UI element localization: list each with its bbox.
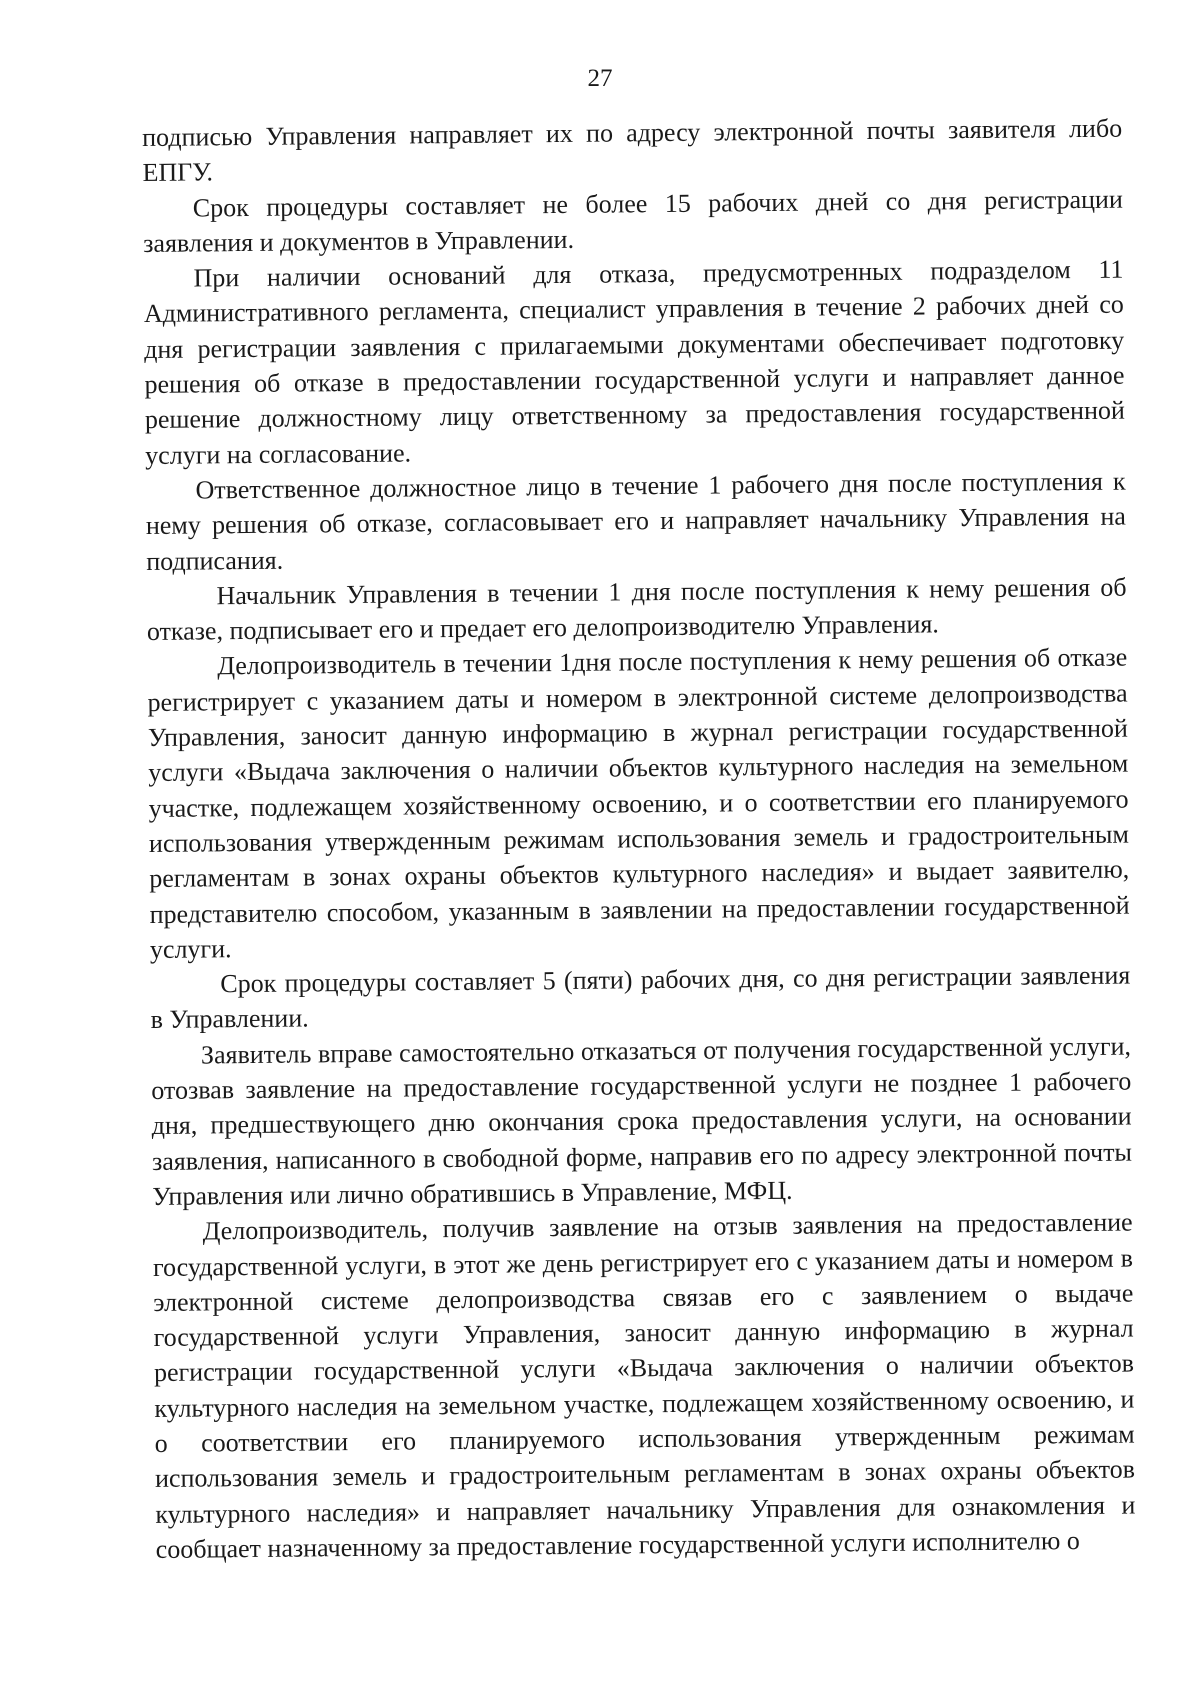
paragraph-continuation: подписью Управления направляет их по адресу электронной почты заявителя либо ЕПГУ. bbox=[142, 113, 1123, 188]
paragraph-procedure-term-5-days: Срок процедуры составляет 5 (пяти) рабочих дня, со дня регистрации заявления в Управлении. bbox=[150, 960, 1131, 1035]
paragraph-clerk-registration: Делопроизводитель в течении 1дня после поступления к нему решения об отказе регистрирует с указанием даты и номером в электронной системе делопроизводства Управления, заносит данную информацию в журнал регистрации государственной услуги «Выдача заключения о наличии объектов культурного наследия на земельном участке, подлежащем хозяйственному освоению, и о соответствии его планируемого использования утвержденным режимам использования земель и градостроительным регламентам в зонах охраны объектов культурного наследия» и выдает заявителю, представителю способом, указанным в заявлении на предоставлении государственной услуги. bbox=[147, 643, 1130, 964]
paragraph-refusal-grounds: При наличии оснований для отказа, предусмотренных подразделом 11 Административного регламента, специалист управления в течение 2 рабочих дней со дня регистрации заявления с прилагаемыми документами обеспечивает подготовку решения об отказе в предоставлении государственной услуги и направляет данное решение должностному лицу ответственному за предоставления государственной услуги на согласование. bbox=[143, 254, 1125, 470]
paragraph-applicant-withdrawal: Заявитель вправе самостоятельно отказаться от получения государственной услуги, отозвав заявление на предоставление государственной услуги не позднее 1 рабочего дня, предшествующего дню окончания срока предоставления услуги, на основании заявления, написанного в свободной форме, направив его по адресу электронной почты Управления или лично обратившись в Управление, МФЦ. bbox=[151, 1031, 1133, 1211]
document-body bbox=[142, 111, 1136, 1568]
paragraph-responsible-official: Ответственное должностное лицо в течение 1 рабочего дня после поступления к нему решения об отказе, согласовывает его и направляет начальнику Управления на подписания. bbox=[145, 466, 1126, 576]
paragraph-clerk-withdrawal: Делопроизводитель, получив заявление на отзыв заявления на предоставление государственной услуги, в этот же день регистрирует его с указанием даты и номером в электронной системе делопроизводства связав его с заявлением о выдаче государственной услуги Управления, заносит данную информацию в журнал регистрации государственной услуги «Выдача заключения о наличии объектов культурного наследия на земельном участке, подлежащем хозяйственному освоению, и о соответствии его планируемого использования утвержденным режимам использования земель и градостроительным регламентам в зонах охраны объектов культурного наследия» и направляет начальнику Управления для ознакомления и сообщает назначенному за предоставление государственной услуги исполнителю о bbox=[152, 1207, 1136, 1564]
paragraph-procedure-term: Срок процедуры составляет не более 15 рабочих дней со дня регистрации заявления и документов в Управлении. bbox=[143, 184, 1123, 258]
page-number: 27 bbox=[587, 65, 613, 92]
paragraph-head-of-department: Начальник Управления в течении 1 дня после поступления к нему решения об отказе, подписывает его и предает его делопроизводителю Управления. bbox=[146, 572, 1127, 647]
